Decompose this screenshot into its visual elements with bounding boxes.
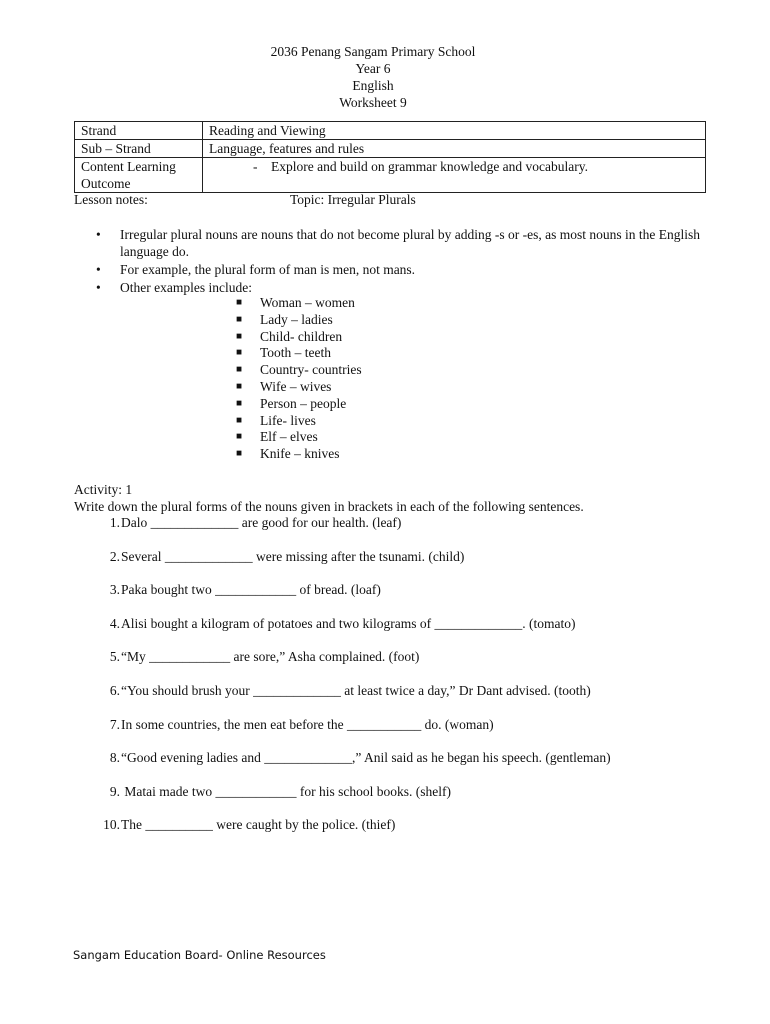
lesson-notes-label: Lesson notes: bbox=[74, 192, 148, 207]
list-item bbox=[236, 312, 362, 329]
list-item bbox=[236, 413, 362, 430]
square-bullet-icon: ■ bbox=[236, 313, 243, 325]
square-bullet-icon: ■ bbox=[236, 448, 243, 460]
question-number: 9. bbox=[109, 783, 120, 799]
worksheet-number: Worksheet 9 bbox=[339, 95, 407, 110]
strand-value: Reading and Viewing bbox=[203, 122, 706, 140]
question-text: Dalo _____________ are good for our health. (leaf) bbox=[121, 515, 402, 530]
list-item bbox=[236, 429, 362, 446]
example-text: Knife – knives bbox=[260, 446, 340, 462]
bullet-icon: • bbox=[96, 280, 101, 295]
question-item bbox=[74, 615, 714, 649]
subject-name: English bbox=[352, 78, 394, 93]
question-number: 10. bbox=[103, 817, 120, 833]
question-number: 6. bbox=[109, 682, 120, 698]
question-number: 3. bbox=[109, 582, 120, 598]
outcome-value-text: - Explore and build on grammar knowledge and vocabulary. bbox=[253, 159, 589, 174]
question-text: “My ____________ are sore,” Asha complained. (foot) bbox=[121, 649, 420, 665]
activity-section bbox=[74, 481, 714, 515]
question-item bbox=[74, 682, 714, 716]
bullet-text: For example, the plural form of man is men, not mans. bbox=[120, 262, 416, 277]
question-number: 4. bbox=[109, 615, 120, 631]
bullet-icon: • bbox=[96, 227, 101, 242]
question-number: 1. bbox=[109, 515, 120, 530]
year-level: Year 6 bbox=[355, 61, 391, 76]
list-item bbox=[96, 261, 706, 278]
list-item bbox=[96, 279, 706, 296]
square-bullet-icon: ■ bbox=[236, 414, 243, 426]
lesson-notes-list bbox=[96, 226, 706, 297]
square-bullet-icon: ■ bbox=[236, 431, 243, 443]
question-text: “Good evening ladies and _____________,” Anil said as he began his speech. (gentleman) bbox=[121, 750, 611, 766]
example-text: Lady – ladies bbox=[260, 311, 333, 327]
example-text: Person – people bbox=[260, 395, 347, 411]
question-number: 2. bbox=[109, 548, 120, 564]
bullet-icon: • bbox=[96, 262, 101, 277]
square-bullet-icon: ■ bbox=[236, 364, 243, 376]
question-item bbox=[74, 514, 714, 548]
outcome-label-line-2: Outcome bbox=[81, 176, 131, 191]
question-text: Alisi bought a kilogram of potatoes and two kilograms of _____________. (tomato) bbox=[121, 615, 576, 631]
example-text: Wife – wives bbox=[260, 378, 332, 394]
list-item bbox=[236, 329, 362, 346]
question-number: 5. bbox=[109, 649, 120, 665]
question-item bbox=[74, 749, 714, 783]
substrand-label: Sub – Strand bbox=[75, 140, 203, 158]
plural-examples-list bbox=[236, 295, 362, 463]
question-item bbox=[74, 648, 714, 682]
square-bullet-icon: ■ bbox=[236, 380, 243, 392]
school-name: 2036 Penang Sangam Primary School bbox=[270, 44, 476, 59]
list-item bbox=[236, 396, 362, 413]
question-text: Paka bought two ____________ of bread. (loaf) bbox=[121, 582, 381, 598]
question-item bbox=[74, 581, 714, 615]
question-text: The __________ were caught by the police. (thief) bbox=[121, 817, 396, 833]
square-bullet-icon: ■ bbox=[236, 347, 243, 359]
question-text: “You should brush your _____________ at least twice a day,” Dr Dant advised. (tooth) bbox=[121, 682, 591, 698]
worksheet-header bbox=[0, 43, 746, 111]
example-text: Life- lives bbox=[260, 412, 316, 428]
strand-row bbox=[75, 122, 706, 140]
activity-title: Activity: 1 bbox=[74, 482, 133, 497]
curriculum-info-table bbox=[74, 121, 706, 193]
outcome-value bbox=[203, 158, 706, 193]
example-text: Woman – women bbox=[260, 295, 355, 310]
question-text: In some countries, the men eat before the ___________ do. (woman) bbox=[121, 716, 494, 732]
outcome-row bbox=[75, 158, 706, 193]
square-bullet-icon: ■ bbox=[236, 330, 243, 342]
list-item bbox=[236, 379, 362, 396]
list-item bbox=[236, 362, 362, 379]
bullet-text: Irregular plural nouns are nouns that do not become plural by adding -s or -es, as most nouns in the English language do. bbox=[120, 227, 701, 259]
outcome-label bbox=[75, 158, 203, 193]
substrand-row bbox=[75, 140, 706, 158]
substrand-value: Language, features and rules bbox=[203, 140, 706, 158]
question-text: Several _____________ were missing after the tsunami. (child) bbox=[121, 548, 465, 564]
example-text: Child- children bbox=[260, 328, 343, 344]
bullet-text: Other examples include: bbox=[120, 280, 252, 295]
square-bullet-icon: ■ bbox=[236, 297, 243, 308]
list-item bbox=[236, 295, 362, 312]
example-text: Country- countries bbox=[260, 362, 362, 378]
strand-label: Strand bbox=[75, 122, 203, 140]
list-item bbox=[236, 345, 362, 362]
question-item bbox=[74, 816, 714, 850]
question-list bbox=[74, 514, 714, 850]
question-number: 7. bbox=[109, 716, 120, 732]
example-text: Elf – elves bbox=[260, 429, 318, 445]
example-text: Tooth – teeth bbox=[260, 345, 332, 361]
question-number: 8. bbox=[109, 750, 120, 766]
outcome-label-line-1: Content Learning bbox=[81, 159, 176, 174]
question-text: Matai made two ____________ for his school books. (shelf) bbox=[121, 783, 451, 799]
question-item bbox=[74, 716, 714, 750]
question-item bbox=[74, 783, 714, 817]
square-bullet-icon: ■ bbox=[236, 397, 243, 409]
question-item bbox=[74, 548, 714, 582]
activity-instruction: Write down the plural forms of the nouns given in brackets in each of the following sentences. bbox=[74, 499, 584, 514]
list-item bbox=[236, 446, 362, 463]
page-footer: Sangam Education Board- Online Resources bbox=[73, 948, 326, 962]
list-item bbox=[96, 226, 706, 260]
lesson-topic: Topic: Irregular Plurals bbox=[290, 192, 416, 207]
